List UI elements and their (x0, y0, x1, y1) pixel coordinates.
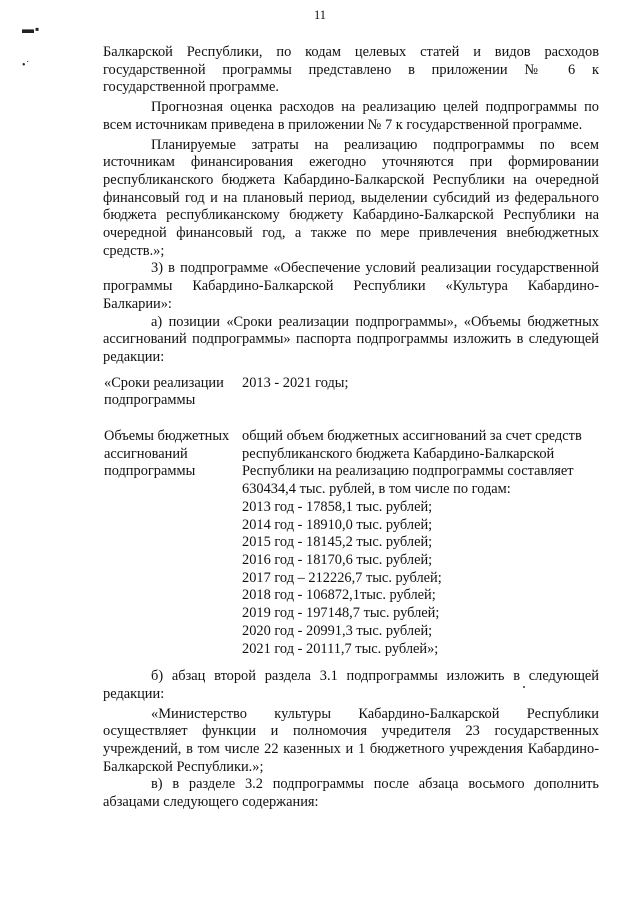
paragraph: 3) в подпрограмме «Обеспечение условий реализации государственной программы Кабардино-Балкарской Республики «Культура Кабардино-Балкарии»: (103, 260, 599, 312)
passport-volume-label: Объемы бюджетных ассигнований подпрограммы (104, 428, 230, 480)
paragraph: «Министерство культуры Кабардино-Балкарской Республики осуществляет функции и полномочия учредителя 23 государственных учреждений, в том числе 22 казенных и 1 бюджетного учреждения Кабардино-Балкарской Республики.»; (103, 705, 599, 775)
passport-term-value: 2013 - 2021 годы; (242, 374, 349, 391)
page-number: 11 (313, 8, 327, 22)
document-body (103, 44, 599, 812)
year-line: 2015 год - 18145,2 тыс. рублей; (242, 534, 433, 551)
year-line: 2013 год - 17858,1 тыс. рублей; (242, 498, 433, 515)
paragraph: а) позиции «Сроки реализации подпрограммы», «Объемы бюджетных ассигнований подпрограммы» паспорта подпрограммы изложить в следующей редакции: (103, 313, 599, 365)
scan-mark: ▬ ▪ (22, 22, 39, 36)
year-line: 2017 год – 212226,7 тыс. рублей; (242, 569, 442, 586)
passport-term-label: «Сроки реализации подпрограммы (104, 374, 224, 409)
year-line: 2020 год - 20991,3 тыс. рублей; (242, 622, 433, 639)
scan-mark: • ˙ (22, 60, 29, 71)
year-line: 2021 год - 20111,7 тыс. рублей»; (242, 640, 439, 657)
passport-volume-value (242, 428, 599, 658)
paragraph: Планируемые затраты на реализацию подпрограммы по всем источникам финансирования ежегодно уточняются при формировании республиканского бюджета Кабардино-Балкарской Республики на очередной финансовый год и на плановый период, выделении субсидий из федерального бюджета республиканскому бюджету Кабардино-Балкарской Республики на очередной финансовый год, а также по мере привлечения внебюджетных средств.»; (103, 136, 599, 259)
volume-intro: общий объем бюджетных ассигнований за счет средств республиканского бюджета Кабардино-Балкарской Республики на реализацию подпрограммы составляет 630434,4 тыс. рублей, в том числе по годам: (242, 428, 582, 498)
scan-speck (523, 686, 525, 688)
paragraph: в) в разделе 3.2 подпрограммы после абзаца восьмого дополнить абзацами следующего содержания: (103, 776, 599, 811)
passport-term-row (103, 375, 599, 410)
paragraph: Прогнозная оценка расходов на реализацию целей подпрограммы по всем источникам приведена в приложении № 7 к государственной программе. (103, 99, 599, 133)
year-line: 2018 год - 106872,1тыс. рублей; (242, 587, 436, 604)
paragraph: б) абзац второй раздела 3.1 подпрограммы изложить в следующей редакции: (103, 668, 599, 702)
year-line: 2016 год - 18170,6 тыс. рублей; (242, 551, 433, 568)
year-line: 2019 год - 197148,7 тыс. рублей; (242, 605, 440, 622)
year-line: 2014 год - 18910,0 тыс. рублей; (242, 516, 433, 533)
paragraph: Балкарской Республики, по кодам целевых статей и видов расходов государственной программы представлено в приложении № 6 к государственной программе. (103, 44, 599, 96)
passport-volume-row (103, 428, 599, 658)
